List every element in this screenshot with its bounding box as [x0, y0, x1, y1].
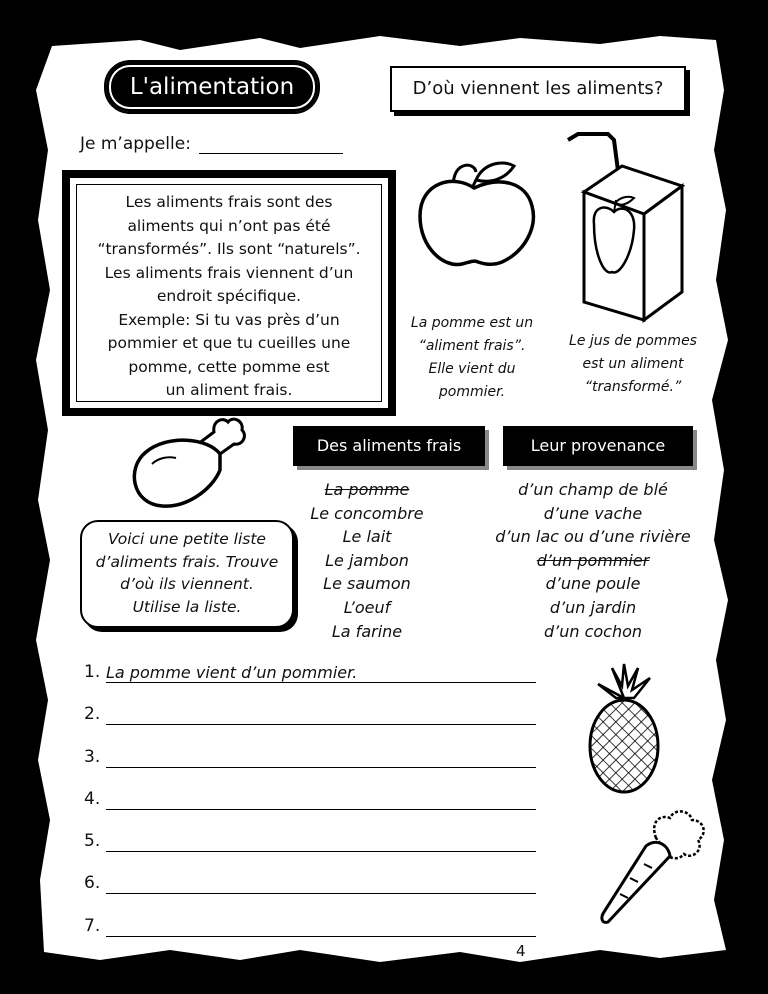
subtitle-box: D’où viennent les aliments? [390, 66, 686, 112]
origin-header: Leur provenance [503, 426, 693, 466]
info-line: Les aliments frais viennent d’un [104, 263, 354, 282]
chicken-leg-icon [128, 414, 250, 510]
origin-list [488, 478, 698, 643]
juice-caption [558, 330, 708, 399]
answer-row[interactable] [84, 916, 544, 958]
name-label: Je m’appelle: [80, 134, 191, 154]
caption-line: est un aliment [582, 356, 684, 372]
list-item: d’un pommier [536, 550, 650, 570]
list-item: d’une vache [543, 503, 643, 523]
info-line: un aliment frais. [165, 381, 293, 399]
answer-row[interactable] [84, 704, 544, 746]
caption-line: La pomme est un [410, 315, 534, 331]
info-line: Exemple: Si tu vas près d’un [118, 310, 340, 329]
info-box [62, 170, 396, 416]
answer-number: 5. [84, 831, 101, 852]
answer-number: 6. [84, 873, 101, 894]
instruction-line: d’aliments frais. Trouve [95, 552, 279, 571]
answer-number: 1. [84, 662, 101, 682]
answer-list [84, 662, 544, 958]
info-line: pomme, cette pomme est [128, 357, 330, 376]
carrot-icon [600, 808, 710, 926]
answer-row[interactable] [84, 662, 544, 704]
info-line: pommier et que tu cueilles une [107, 334, 351, 352]
list-item: Le lait [342, 527, 392, 547]
page-title: L'alimentation [104, 60, 320, 114]
list-item: d’un jardin [549, 597, 637, 617]
list-item: d’un cochon [543, 621, 643, 641]
answer-line[interactable] [106, 936, 536, 937]
info-line: aliments qui n’ont pas été [127, 216, 331, 235]
name-blank[interactable] [199, 137, 343, 154]
caption-line: pommier. [438, 384, 506, 400]
answer-row[interactable] [84, 789, 544, 831]
answer-row[interactable] [84, 747, 544, 789]
caption-line: “aliment frais”. [418, 338, 526, 354]
list-item: Le saumon [323, 574, 411, 594]
answer-line[interactable] [106, 767, 536, 768]
answer-number: 7. [84, 915, 101, 936]
answer-line[interactable] [106, 809, 536, 810]
name-field[interactable] [80, 134, 343, 154]
list-item: d’un lac ou d’une rivière [495, 527, 691, 547]
list-item: Le concombre [310, 503, 424, 523]
apple-icon [414, 152, 544, 272]
answer-line[interactable] [106, 724, 536, 725]
apple-caption [398, 312, 546, 404]
answer-text: La pomme vient d’un pommier. [106, 663, 358, 682]
answer-number: 2. [84, 704, 101, 725]
list-item: Le jambon [325, 550, 409, 570]
juice-box-icon [564, 126, 692, 322]
instruction-line: Utilise la liste. [132, 597, 242, 616]
fresh-foods-header: Des aliments frais [293, 426, 485, 466]
info-line: endroit spécifique. [156, 287, 302, 305]
instruction-box [80, 520, 294, 628]
answer-number: 4. [84, 788, 101, 809]
list-item: d’un champ de blé [518, 480, 668, 499]
fresh-foods-list [300, 478, 434, 643]
instruction-line: d’où ils viennent. [120, 575, 254, 593]
list-item: L’oeuf [343, 597, 391, 617]
info-text [76, 184, 382, 402]
answer-line[interactable] [106, 682, 536, 683]
answer-row[interactable] [84, 831, 544, 873]
answer-line[interactable] [106, 893, 536, 894]
caption-line: Le jus de pommes [569, 333, 697, 349]
info-line: “transformés”. Ils sont “naturels”. [97, 240, 361, 258]
pineapple-icon [584, 664, 664, 794]
caption-line: “transformé.” [584, 379, 682, 395]
page-number: 4 [516, 942, 526, 960]
info-line: Les aliments frais sont des [125, 193, 333, 211]
list-item: La pomme [324, 480, 410, 499]
answer-row[interactable] [84, 873, 544, 915]
list-item: La farine [331, 621, 403, 641]
answer-number: 3. [84, 746, 101, 767]
answer-line[interactable] [106, 851, 536, 852]
instruction-line: Voici une petite liste [108, 530, 266, 548]
caption-line: Elle vient du [428, 361, 516, 377]
list-item: d’une poule [545, 574, 641, 594]
